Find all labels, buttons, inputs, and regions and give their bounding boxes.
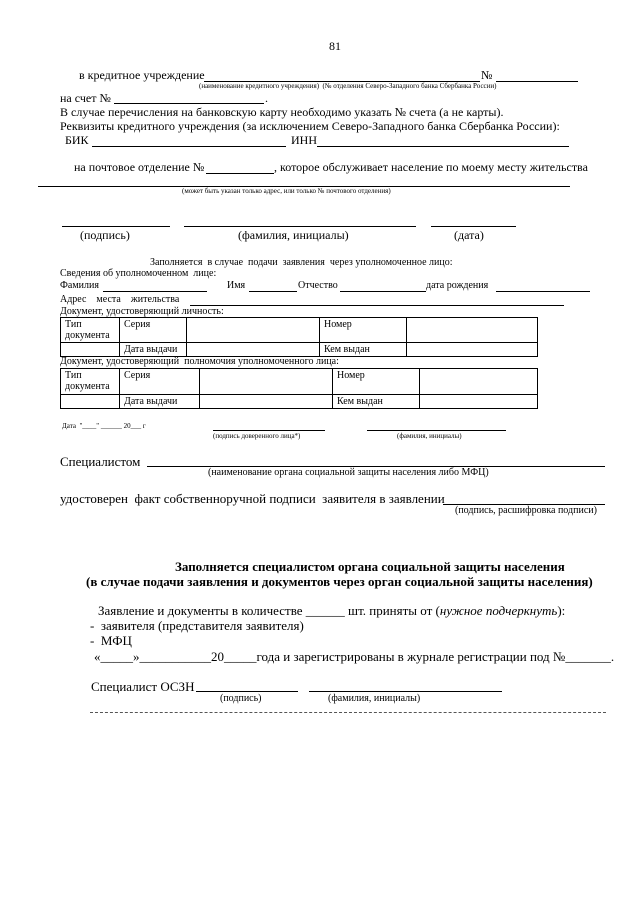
signature-caption: (подпись): [80, 228, 130, 242]
post-office-caption: (может быть указан только адрес, или только № почтового отделения): [182, 187, 391, 195]
specialist-caption: (наименование органа социальной защиты населения либо МФЦ): [208, 467, 489, 478]
ozsn-name-caption: (фамилия, инициалы): [328, 693, 421, 704]
docs-count-prefix: Заявление и документы в количестве ______ шт. приняты от (: [98, 603, 440, 618]
series-label-cell: Серия: [120, 318, 187, 343]
surname-label: Фамилия: [60, 280, 99, 291]
docs-count-line: [98, 604, 565, 617]
name-caption: (фамилия, инициалы): [238, 228, 349, 242]
credit-institution-label: в кредитное учреждение: [79, 68, 205, 82]
empty-cell: [61, 395, 120, 409]
trustee-date-line: Дата "____" ______ 20___ г: [62, 422, 146, 430]
doc-type-cell: Тип документа: [61, 318, 120, 343]
number-label-cell: Номер: [333, 369, 420, 395]
option-mfc: - МФЦ: [90, 633, 132, 648]
id-document-label: Документ, удостоверяющий личность:: [60, 306, 224, 317]
birthdate-line: [496, 291, 590, 292]
surname-line: [103, 291, 207, 292]
date-line: [431, 226, 516, 227]
name-line: [184, 226, 416, 227]
ozsn-heading-2: (в случае подачи заявления и документов через орган социальной защиты населения): [86, 574, 593, 589]
ozsn-sign-line: [196, 691, 298, 692]
first-name-line: [249, 291, 297, 292]
address-line: [190, 305, 564, 306]
certified-text: удостоверен факт собственноручной подписи заявителя в заявлении: [60, 491, 445, 506]
certified-caption: (подпись, расшифровка подписи): [455, 505, 597, 516]
account-label: на счет №: [60, 91, 111, 105]
issued-by-label-cell: Кем выдан: [333, 395, 420, 409]
empty-cell: [61, 343, 120, 357]
patronymic-label: Отчество: [298, 280, 338, 291]
birthdate-label: дата рождения: [426, 280, 489, 291]
ozsn-name-line: [309, 691, 502, 692]
series-value-cell[interactable]: [200, 369, 333, 395]
issued-by-value-cell[interactable]: [420, 395, 538, 409]
series-label-cell: Серия: [120, 369, 200, 395]
number-value-cell[interactable]: [420, 369, 538, 395]
issue-date-value-cell[interactable]: [187, 343, 320, 357]
name-label: Имя: [227, 280, 246, 291]
doc-type-cell: Тип документа: [61, 369, 120, 395]
post-office-number-line: [206, 173, 274, 174]
number-value-cell[interactable]: [407, 318, 538, 343]
dashed-separator: [90, 712, 606, 713]
id-document-table: [60, 317, 538, 357]
bik-label: БИК: [65, 133, 89, 147]
representative-heading: Заполняется в случае подачи заявления через уполномоченное лицо:: [150, 257, 453, 268]
inn-line: [317, 146, 569, 147]
specialist-label: Специалистом: [60, 454, 141, 469]
series-value-cell[interactable]: [187, 318, 320, 343]
signature-line: [62, 226, 170, 227]
ozsn-specialist-label: Специалист ОСЗН: [91, 679, 195, 694]
card-note: В случае перечисления на банковскую карту необходимо указать № счета (а не карты).: [60, 105, 504, 119]
issue-date-value-cell[interactable]: [200, 395, 333, 409]
requisites-note: Реквизиты кредитного учреждения (за исключением Северо-Западного банка Сбербанка России):: [60, 119, 560, 133]
number-label-cell: Номер: [320, 318, 407, 343]
issue-date-label-cell: Дата выдачи: [120, 395, 200, 409]
inn-label: ИНН: [291, 133, 317, 147]
trustee-name-line: [367, 430, 506, 431]
post-office-suffix: , которое обслуживает население по моему месту жительства: [274, 160, 588, 174]
account-line: [114, 103, 264, 104]
page-number: 81: [329, 39, 341, 53]
account-end: .: [265, 91, 268, 105]
issue-date-label-cell: Дата выдачи: [120, 343, 187, 357]
trustee-name-caption: (фамилия, инициалы): [397, 432, 462, 440]
representative-info: Сведения об уполномоченном лице:: [60, 268, 217, 279]
ozsn-sign-caption: (подпись): [220, 693, 262, 704]
ozsn-heading-1: Заполняется специалистом органа социальной защиты населения: [175, 559, 565, 574]
option-applicant: - заявителя (представителя заявителя): [90, 618, 304, 633]
registration-line: «_____»___________20_____года и зарегистрированы в журнале регистрации под №_______.: [94, 649, 615, 664]
docs-count-suffix: ):: [557, 603, 566, 618]
docs-count-italic: нужное подчеркнуть: [439, 603, 558, 618]
issued-by-value-cell[interactable]: [407, 343, 538, 357]
authority-document-table: [60, 368, 538, 409]
bik-line: [92, 146, 286, 147]
date-caption: (дата): [454, 228, 484, 242]
trustee-sign-line: [213, 430, 325, 431]
patronymic-line: [340, 291, 426, 292]
branch-number-line: [496, 81, 578, 82]
post-office-prefix: на почтовое отделение №: [74, 160, 205, 174]
branch-number-sign: №: [481, 68, 493, 82]
credit-institution-caption: (наименование кредитного учреждения) (№ отделения Северо-Западного банка Сбербанка России): [199, 82, 497, 90]
trustee-sign-caption: (подпись доверенного лица*): [213, 432, 301, 440]
authority-document-label: Документ, удостоверяющий полномочия уполномоченного лица:: [60, 356, 339, 367]
issued-by-label-cell: Кем выдан: [320, 343, 407, 357]
address-label: Адрес места жительства: [60, 294, 180, 305]
